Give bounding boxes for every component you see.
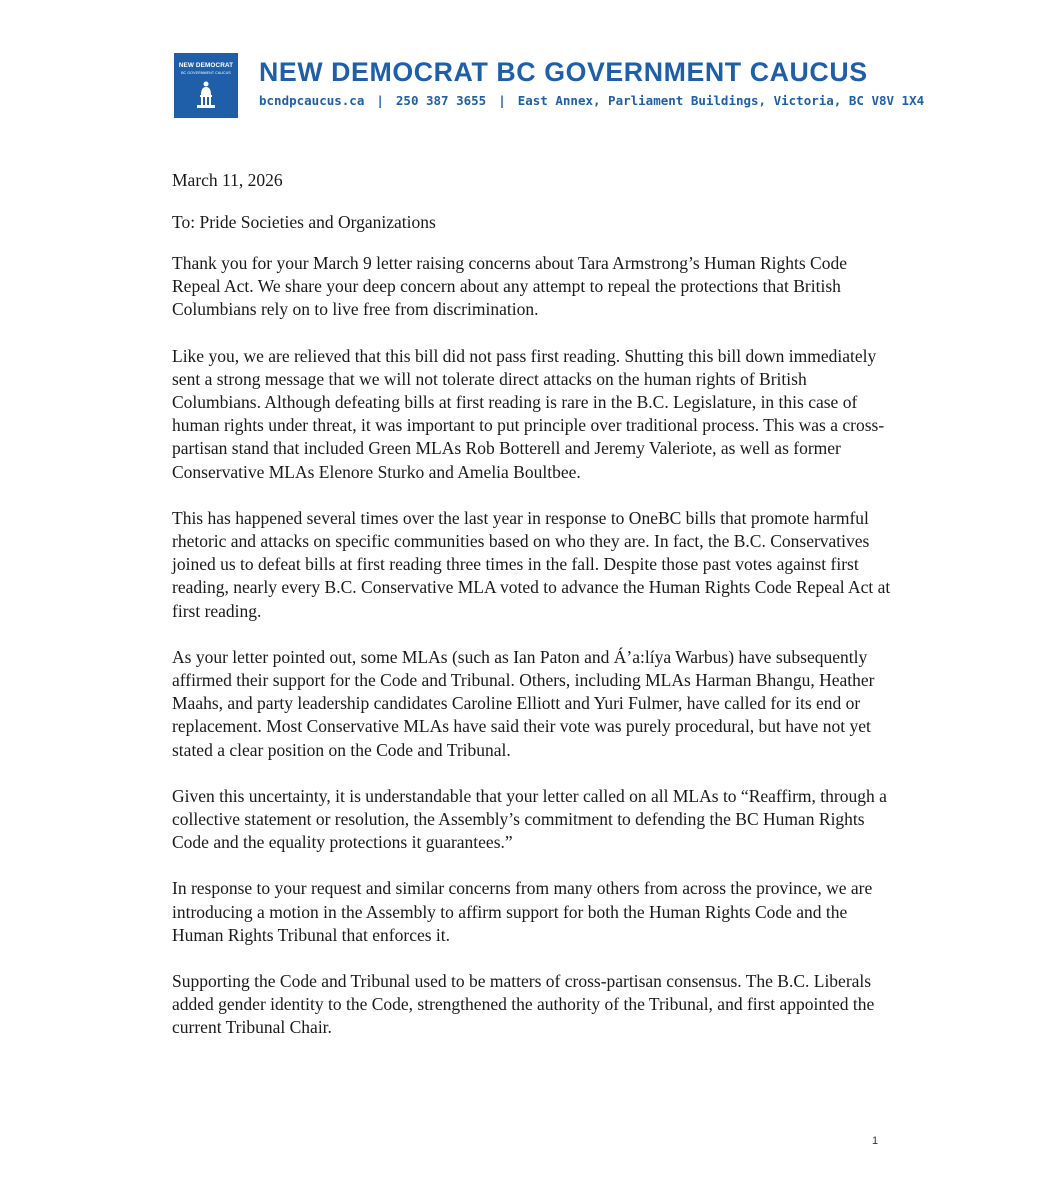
caucus-logo <box>174 53 238 118</box>
paragraph: Like you, we are relieved that this bill did not pass first reading. Shutting this bill down immediately sent a strong message that we will not tolerate direct attacks on the human rights of British Columbians. Although defeating bills at first reading is rare in the B.C. Legislature, in this case of human rights under threat, it was important to put principle over traditional process. This was a cross-partisan stand that included Green MLAs Rob Botterell and Jeremy Valeriote, as well as former Conservative MLAs Elenore Sturko and Amelia Boultbee. <box>172 345 885 482</box>
paragraph: As your letter pointed out, some MLAs (such as Ian Paton and Á’a:líya Warbus) have subsequently affirmed their support for the Code and Tribunal. Others, including MLAs Harman Bhangu, Heather Maahs, and party leadership candidates Caroline Elliott and Yuri Fulmer, have called for its end or replacement. Most Conservative MLAs have said their vote was purely procedural, but have not yet stated a clear position on the Code and Tribunal. <box>172 646 875 760</box>
website-link[interactable]: bcndpcaucus.ca <box>259 93 365 108</box>
paragraph: Supporting the Code and Tribunal used to be matters of cross-partisan consensus. The B.C. Liberals added gender identity to the Code, strengthened the authority of the Tribunal, and first appointed the current Tribunal Chair. <box>172 971 875 1038</box>
paragraph: Given this uncertainty, it is understandable that your letter called on all MLAs to “Reaffirm, through a collective statement or resolution, the Assembly’s commitment to defending the BC Human Rights Code and the equality protections it guarantees.” <box>172 785 887 853</box>
separator: | <box>376 93 384 108</box>
letter-body <box>172 168 892 1063</box>
paragraph: Thank you for your March 9 letter raising concerns about Tara Armstrong’s Human Rights Code Repeal Act. We share your deep concern about any attempt to repeal the protections that British Columbians rely on to live free from discrimination. <box>172 253 847 320</box>
phone-number: 250 387 3655 <box>395 93 487 108</box>
caucus-name: NEW DEMOCRAT BC GOVERNMENT CAUCUS <box>259 57 868 87</box>
legislature-icon <box>197 81 215 109</box>
contact-line <box>259 93 924 108</box>
logo-line1: NEW DEMOCRAT <box>178 62 234 69</box>
logo-line2: BC GOVERNMENT CAUCUS <box>181 71 231 75</box>
paragraph: In response to your request and similar concerns from many others from across the province, we are introducing a motion in the Assembly to affirm support for both the Human Rights Code and the Human Rights Tribunal that enforces it. <box>172 878 873 945</box>
letter-recipient: To: Pride Societies and Organizations <box>172 212 436 232</box>
letterhead <box>174 53 925 119</box>
paragraph: This has happened several times over the last year in response to OneBC bills that promote harmful rhetoric and attacks on specific communities based on who they are. In fact, the B.C. Conservatives joined us to defeat bills at first reading three times in the fall. Despite those past votes against first reading, nearly every B.C. Conservative MLA voted to advance the Human Rights Code Repeal Act at first reading. <box>172 507 891 621</box>
separator: | <box>498 93 506 108</box>
letter-date: March 11, 2026 <box>172 170 283 190</box>
page-number: 1 <box>872 1135 879 1147</box>
address: East Annex, Parliament Buildings, Victoria, BC V8V 1X4 <box>517 93 925 108</box>
